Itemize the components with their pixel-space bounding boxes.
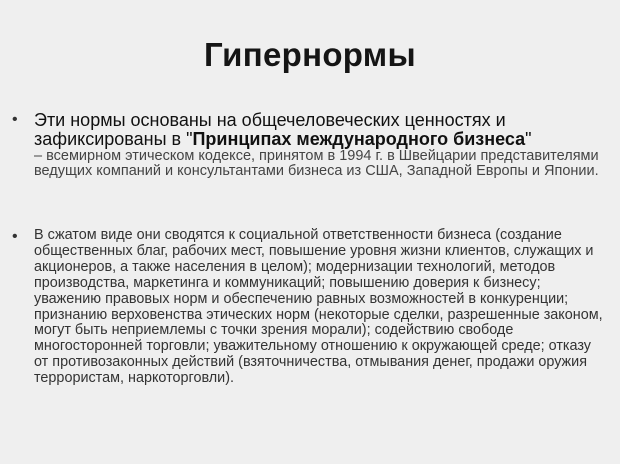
- bullet-text-after: ": [525, 129, 532, 149]
- bullet-marker: •: [12, 111, 18, 128]
- bullet-bold-text: Принципах международного бизнеса: [192, 129, 526, 149]
- bullet-marker: •: [12, 228, 18, 245]
- bullet-body-text: В сжатом виде они сводятся к социальной ответственности бизнеса (создание общественных благ, рабочих мест, повышение уровня жизни клиентов, служащих и акционеров, а также населения в целом); модернизации технологий, методов производства, маркетинга и коммуникаций; повышению доверия к бизнесу; уважению правовых норм и обеспечению равных возможностей в конкуренции; признанию верховенства этических норм (некоторые сделки, разрешенные законом, могут быть неприемлемы с точки зрения морали); содействию свободе многосторонней торговли; уважительному отношению к окружающей среде; отказу от противозаконных действий (взяточничества, отмывания денег, продажи оружия террористам, наркоторговли).: [34, 227, 603, 387]
- bullet-hypernorms-basis: [12, 110, 604, 179]
- slide-title: Гипернормы: [203, 36, 417, 73]
- bullet-hypernorms-summary: [12, 227, 604, 387]
- bullet-text-before: Эти нормы основаны на общечеловеческих ценностях и зафиксированы в ": [34, 110, 506, 149]
- bullet-main-text: [34, 111, 604, 149]
- bullet-subtext: – всемирном этическом кодексе, принятом в 1994 г. в Швейцарии представителями ведущих компаний и консультантами бизнеса из США, Западной Европы и Японии.: [34, 148, 599, 179]
